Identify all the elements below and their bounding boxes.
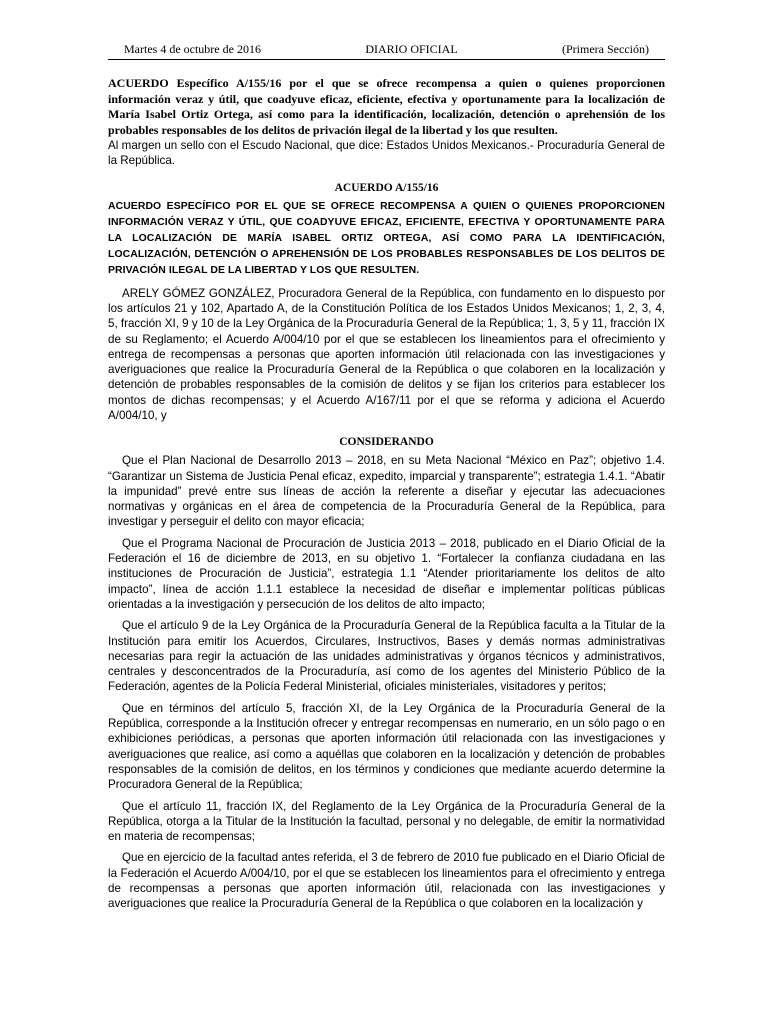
header-rule [108,59,665,60]
considerando-heading: CONSIDERANDO [339,436,434,449]
considerando-paragraph-5: Que el artículo 11, fracción IX, del Reglamento de la Ley Orgánica de la Procuraduría General de la República, otorga a la Titular de la Institución la facultad, personal y no delegable, de emitir la normatividad en materia de recompensas; [108,799,665,844]
agreement-caps-title: ACUERDO ESPECÍFICO POR EL QUE SE OFRECE RECOMPENSA A QUIEN O QUIENES PROPORCIONEN INFORMACIÓN VERAZ Y ÚTIL, QUE COADYUVE EFICAZ, EFICIENTE, EFECTIVA Y OPORTUNAMENTE PARA LA LOCALIZACIÓN DE MARÍA ISABEL ORTIZ ORTEGA, ASÍ COMO PARA LA IDENTIFICACIÓN, LOCALIZACIÓN, DETENCIÓN O APREHENSIÓN DE LOS PROBABLES RESPONSABLES DE LOS DELITOS DE PRIVACIÓN ILEGAL DE LA LIBERTAD Y LOS QUE RESULTEN. [108,200,665,277]
considerando-paragraph-6: Que en ejercicio de la facultad antes referida, el 3 de febrero de 2010 fue publicado en el Diario Oficial de la Federación el Acuerdo A/004/10, por el que se establecen los lineamientos para el ofrecimiento y entrega de recompensas a personas que aporten información útil, relacionada con las investigaciones y averiguaciones que realice la Procuraduría General de la República o que colaboren en la localización y [108,851,665,911]
margin-note: Al margen un sello con el Escudo Nacional, que dice: Estados Unidos Mexicanos.- Procuraduría General de la República. [108,139,665,168]
header-date: Martes 4 de octubre de 2016 [124,42,261,56]
page-header [108,40,665,58]
agreement-heading: ACUERDO A/155/16 [334,181,439,194]
intro-paragraph: ARELY GÓMEZ GONZÁLEZ, Procuradora General de la República, con fundamento en lo dispuesto por los artículos 21 y 102, Apartado A, de la Constitución Política de los Estados Unidos Mexicanos; 1, 2, 3, 4, 5, fracción XI, 9 y 10 de la Ley Orgánica de la Procuraduría General de la República; 1, 3, 5 y 11, fracción IX de su Reglamento; el Acuerdo A/004/10 por el que se establecen los lineamientos para el ofrecimiento y entrega de recompensas a personas que aporten información útil relacionada con las investigaciones y averiguaciones que realice la Procuraduría General de la República o que colaboren en la localización y detención de probables responsables de la comisión de delitos y se fijan los criterios para establecer los montos de dichas recompensas; y el Acuerdo A/167/11 por el que se reforma y adiciona el Acuerdo A/004/10, y [108,286,665,422]
considerando-paragraph-2: Que el Programa Nacional de Procuración de Justicia 2013 – 2018, publicado en el Diario Oficial de la Federación el 16 de diciembre de 2013, en su objetivo 1. “Fortalecer la confianza ciudadana en las instituciones de Procuración de Justicia”, estrategia 1.1 “Atender prioritariamente los delitos de alto impacto”, línea de acción 1.1.1 establece la necesidad de diseñar e implementar políticas públicas orientadas a la investigación y persecución de los delitos de alto impacto; [108,536,665,611]
considerando-paragraph-4: Que en términos del artículo 5, fracción XI, de la Ley Orgánica de la Procuraduría General de la República, corresponde a la Institución ofrecer y entregar recompensas en numerario, en un sólo pago o en exhibiciones periódicas, a personas que aporten información útil relacionada con las investigaciones y averiguaciones que realice, así como a aquéllas que colaboren en la localización y detención de probables responsables de la comisión de delitos, en los términos y condiciones que mediante acuerdo determine la Procuradora General de la República; [108,701,665,792]
considerando-paragraph-1: Que el Plan Nacional de Desarrollo 2013 – 2018, en su Meta Nacional “México en Paz”; objetivo 1.4. “Garantizar un Sistema de Justicia Penal eficaz, expedito, imparcial y transparente”; estrategia 1.4.1. “Abatir la impunidad” prevé entre sus líneas de acción la referente a diseñar y ejecutar las adecuaciones normativas y orgánicas en el área de competencia de la Procuraduría General de la República, para investigar y perseguir el delito con mayor eficacia; [108,454,665,529]
considerando-paragraph-3: Que el artículo 9 de la Ley Orgánica de la Procuraduría General de la República faculta a la Titular de la Institución para emitir los Acuerdos, Circulares, Instructivos, Bases y demás normas administrativas necesarias para regir la actuación de las unidades administrativas y órganos técnicos y administrativos, centrales y desconcentrados de la Procuraduría, así como de los agentes del Ministerio Público de la Federación, agentes de la Policía Federal Ministerial, oficiales ministeriales, visitadores y peritos; [108,619,665,694]
header-section: (Primera Sección) [562,42,649,56]
document-title: ACUERDO Específico A/155/16 por el que se ofrece recompensa a quien o quienes proporcionen información veraz y útil, que coadyuve eficaz, eficiente, efectiva y oportunamente para la localización de María Isabel Ortiz Ortega, así como para la identificación, localización, detención o aprehensión de los probables responsables de los delitos de privación ilegal de la libertad y los que resulten. [108,76,665,137]
header-publication: DIARIO OFICIAL [365,42,458,56]
document-page [108,40,665,912]
